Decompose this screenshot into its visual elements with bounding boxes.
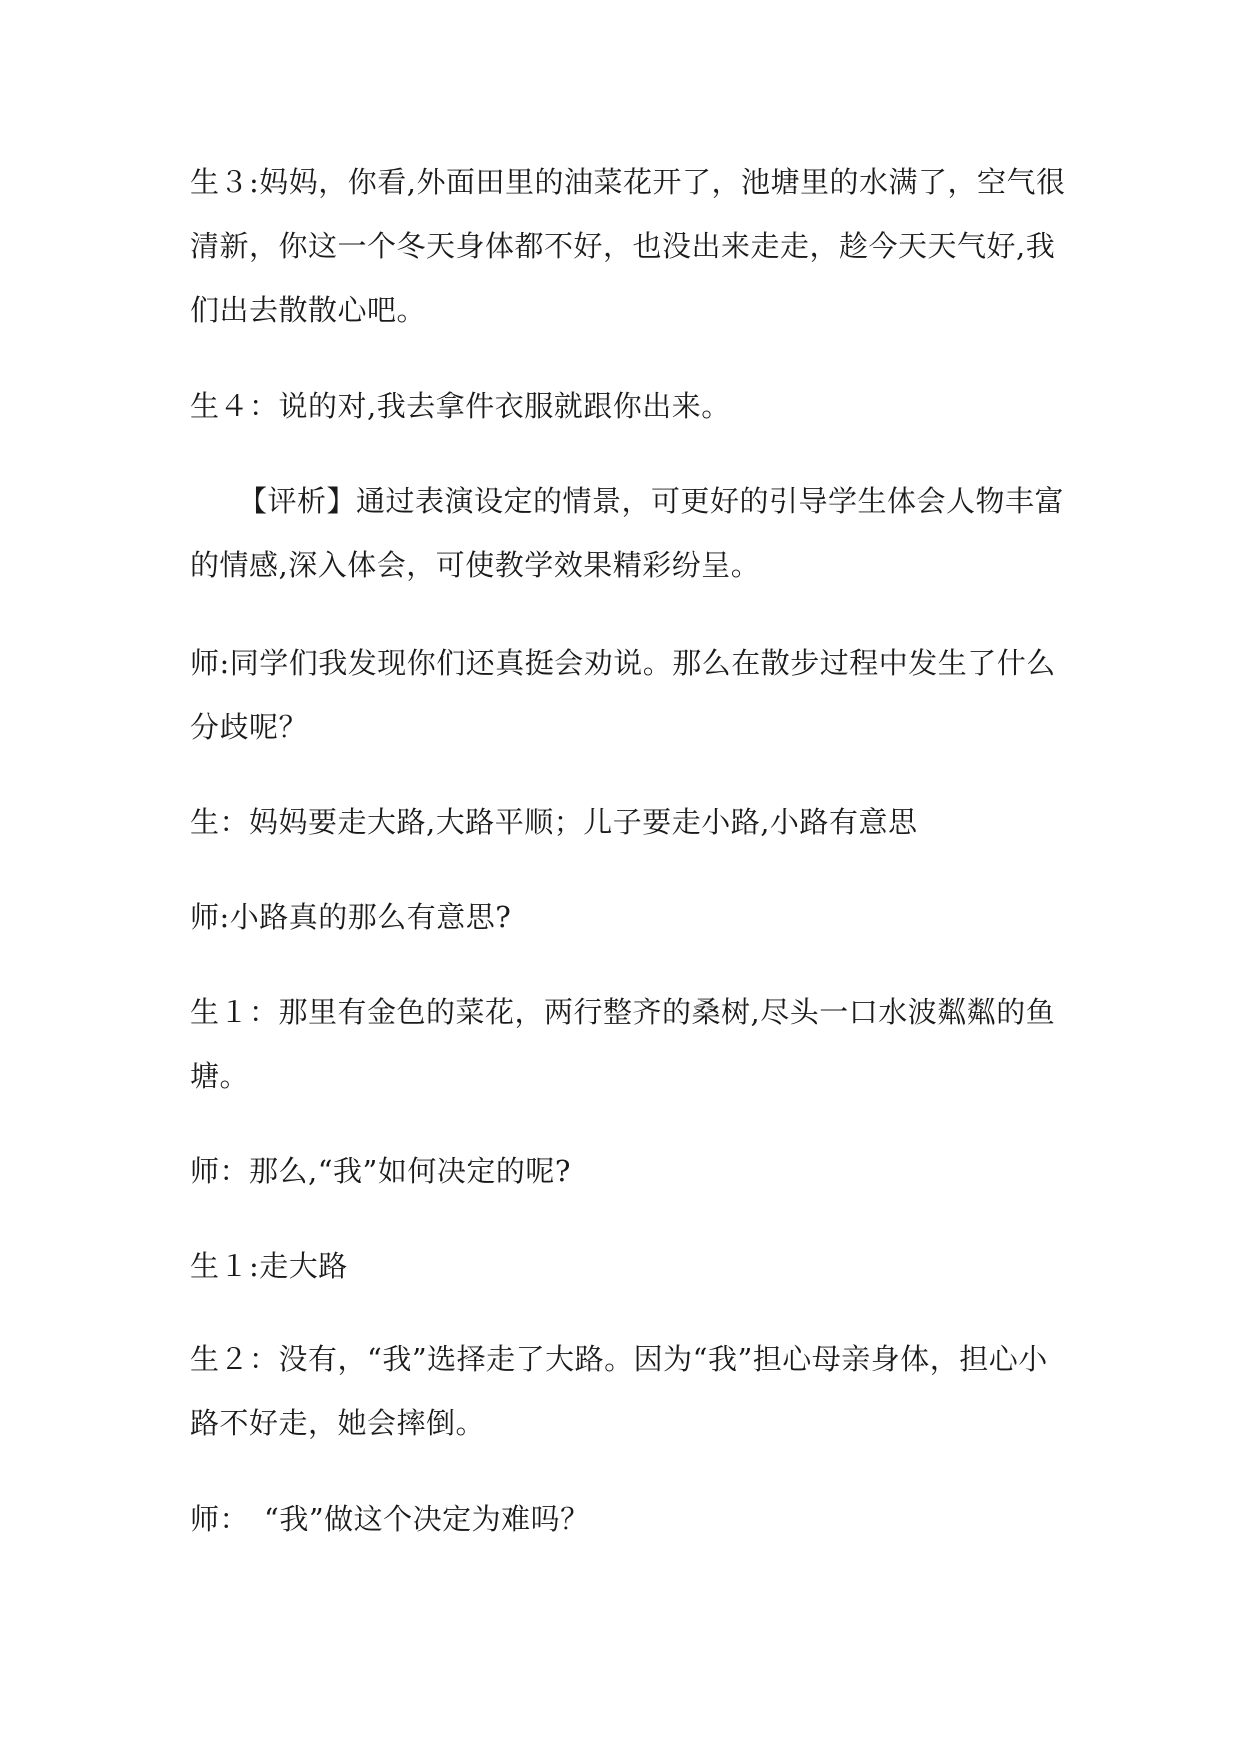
dialogue-student-3: 生３:妈妈，你看,外面田里的油菜花开了，池塘里的水满了，空气很清新，你这一个冬天身体都不好，也没出来走走，趁今天天气好,我们出去散散心吧。	[190, 165, 1066, 327]
dialogue-teacher-question-2: 师:小路真的那么有意思?	[190, 900, 512, 934]
dialogue-student-1-reply: 生１:走大路	[190, 1249, 348, 1283]
dialogue-teacher-question-4: 师： “我”做这个决定为难吗？	[190, 1502, 590, 1536]
dialogue-student-2-reply: 生２：没有，“我”选择走了大路。因为“我”担心母亲身体，担心小路不好走，她会摔倒。	[190, 1342, 1048, 1440]
dialogue-teacher-question-3: 师：那么,“我”如何决定的呢?	[190, 1154, 571, 1188]
dialogue-student-1-answer: 生１：那里有金色的菜花，两行整齐的桑树,尽头一口水波粼粼的鱼塘。	[190, 995, 1056, 1093]
dialogue-student-4: 生４：说的对,我去拿件衣服就跟你出来。	[190, 389, 731, 423]
commentary-paragraph: 【评析】通过表演设定的情景，可更好的引导学生体会人物丰富的情感,深入体会，可使教学效果精彩纷呈。	[190, 484, 1065, 582]
dialogue-teacher-question-1: 师:同学们我发现你们还真挺会劝说。那么在散步过程中发生了什么分歧呢？	[190, 646, 1056, 744]
dialogue-student-answer-1: 生：妈妈要走大路,大路平顺；儿子要走小路,小路有意思	[190, 805, 918, 839]
